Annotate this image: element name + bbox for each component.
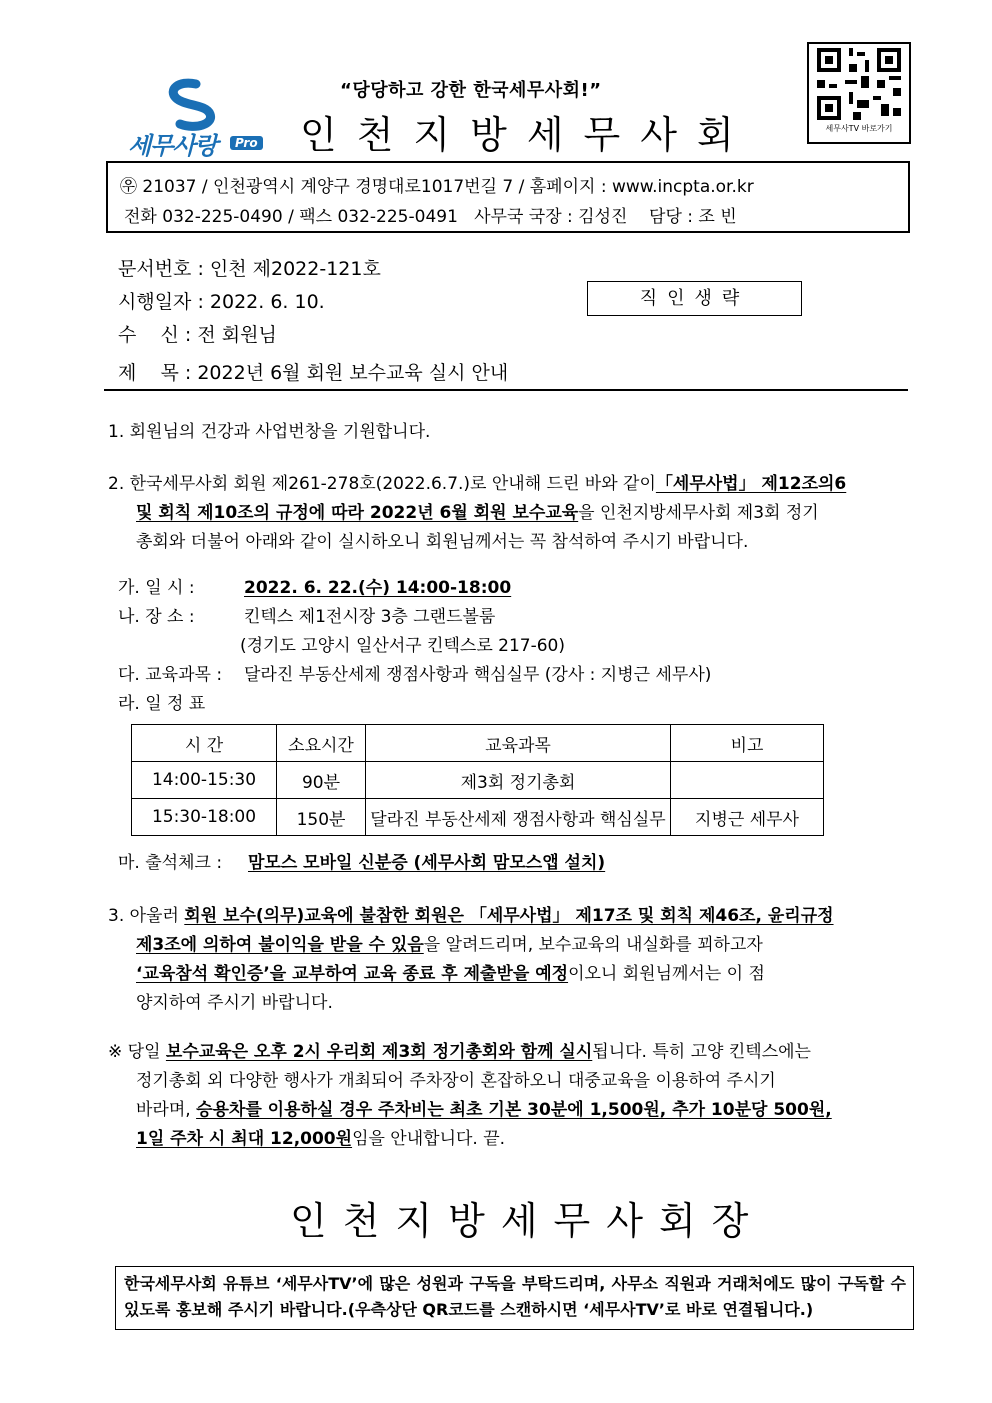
note-parking-fee: 승용차를 이용하실 경우 주차비는 최초 기본 30분에 1,500원, 추가 10분당 500원, [196,1100,832,1120]
doc-number: 문서번호 : 인천 제2022-121호 [118,258,381,280]
schedule-table [131,724,824,836]
divider [104,389,908,391]
p2-text: 2. 한국세무사회 회원 제261-278호(2022.6.7.)로 안내해 드린 바와 같이 [108,474,656,494]
issue-date: 시행일자 : 2022. 6. 10. [118,291,325,313]
logo-pro-badge: Pro [230,136,263,150]
note-highlight: 보수교육은 오후 2시 우리회 제3회 정기총회와 함께 실시 [165,1042,593,1062]
p2-rule-ref: 및 회칙 제10조의 규정에 따라 2022년 6월 회원 보수교육 [136,503,579,523]
youtube-notice: 한국세무사회 유튜브 ‘세무사TV’에 많은 성원과 구독을 부탁드리며, 사무소 직원과 거래처에도 많이 구독할 수 있도록 홍보해 주시기 바랍니다.(우측상단 QR코드를 스캔하시면 ‘세무사TV’로 바로 연결됩니다.) [124,1274,906,1319]
contact-address: ㉾ 21037 / 인천광역시 계양구 경명대로1017번길 7 / 홈페이지 : www.incpta.or.kr [120,177,754,197]
cell-duration: 150분 [277,799,366,836]
p3-penalty: 회원 보수(의무)교육에 불참한 회원은 「세무사법」 제17조 및 회칙 제46조, 윤리규정 [184,906,834,926]
th-note: 비고 [671,725,824,762]
item-place-address: (경기도 고양시 일산서구 킨텍스로 217-60) [240,636,566,656]
cell-note: 지병근 세무사 [671,799,824,836]
item-date-value: 2022. 6. 22.(수) 14:00-18:00 [244,578,512,598]
table-row [132,799,824,836]
cell-time: 14:00-15:30 [132,762,277,799]
item-schedule-label: 라. 일 정 표 [118,694,206,714]
org-title: 인천지방세무사회 [300,113,754,157]
table-row [132,762,824,799]
item-subject-label: 다. 교육과목 : [118,665,223,685]
item-attendance-label: 마. 출석체크 : [118,853,223,873]
th-course: 교육과목 [366,725,671,762]
note-end: 임을 안내합니다. 끝. [352,1129,506,1149]
slogan: “당당하고 강한 한국세무사회!” [340,80,602,101]
note-text-4: 바라며, [136,1100,197,1120]
seal-omitted-box: 직인생략 [587,281,802,316]
p3-text-3: 이오니 회원님께서는 이 점 [568,964,765,984]
p3-certificate: ‘교육참석 확인증’을 교부하여 교육 종료 후 제출받을 예정 [136,964,569,984]
item-subject-value: 달라진 부동산세제 쟁점사항과 핵심실무 (강사 : 지병근 세무사) [244,665,712,685]
subject: 제 목 : 2022년 6월 회원 보수교육 실시 안내 [118,362,509,384]
item-place-value: 킨텍스 제1전시장 3층 그랜드볼룸 [244,607,496,627]
p2-text-3: 총회와 더불어 아래와 같이 실시하오니 회원님께서는 꼭 참석하여 주시기 바랍니다. [136,532,749,552]
p2-law-ref: 「세무사법」 제12조의6 [655,474,847,494]
cell-course: 제3회 정기총회 [366,762,671,799]
contact-phone: 전화 032-225-0490 / 팩스 032-225-0491 사무국 국장 : 김성진 담당 : 조 빈 [124,207,737,227]
item-date-label: 가. 일 시 : [118,578,195,598]
qr-pattern [809,44,909,124]
item-attendance-value: 맘모스 모바일 신분증 (세무사회 맘모스앱 설치) [248,853,606,873]
th-duration: 소요시간 [277,725,366,762]
p3-text-4: 양지하여 주시기 바랍니다. [136,993,333,1013]
p3-text-2: 을 알려드리며, 보수교육의 내실화를 꾀하고자 [423,935,763,955]
note-text: ※ 당일 [108,1042,166,1062]
item-place-label: 나. 장 소 : [118,607,195,627]
paragraph-3 [108,902,908,1018]
th-time: 시 간 [132,725,277,762]
paragraph-1: 1. 회원님의 건강과 사업번창을 기원합니다. [108,422,431,442]
recipient: 수 신 : 전 회원님 [118,324,277,346]
p3-penalty-2: 제3조에 의하여 불이익을 받을 수 있음 [136,935,424,955]
p2-text-2: 을 인천지방세무사회 제3회 정기 [578,503,819,523]
note-text-2: 됩니다. 특히 고양 킨텍스에는 [592,1042,811,1062]
p3-text: 3. 아울러 [108,906,185,926]
qr-caption: 세무사TV 바로가기 [825,124,893,133]
note-paragraph [108,1038,908,1154]
cell-time: 15:30-18:00 [132,799,277,836]
cell-course: 달라진 부동산세제 쟁점사항과 핵심실무 [366,799,671,836]
cell-duration: 90분 [277,762,366,799]
signature-title: 인천지방세무사회장 [290,1199,765,1243]
logo-text: 세무사랑 [128,132,217,160]
note-text-3: 정기총회 외 다양한 행사가 개최되어 주차장이 혼잡하오니 대중교육을 이용하여 주시기 [136,1071,776,1091]
table-header-row [132,725,824,762]
note-parking-max: 1일 주차 시 최대 12,000원 [136,1129,353,1149]
paragraph-2 [108,470,908,557]
cell-note [671,762,824,799]
